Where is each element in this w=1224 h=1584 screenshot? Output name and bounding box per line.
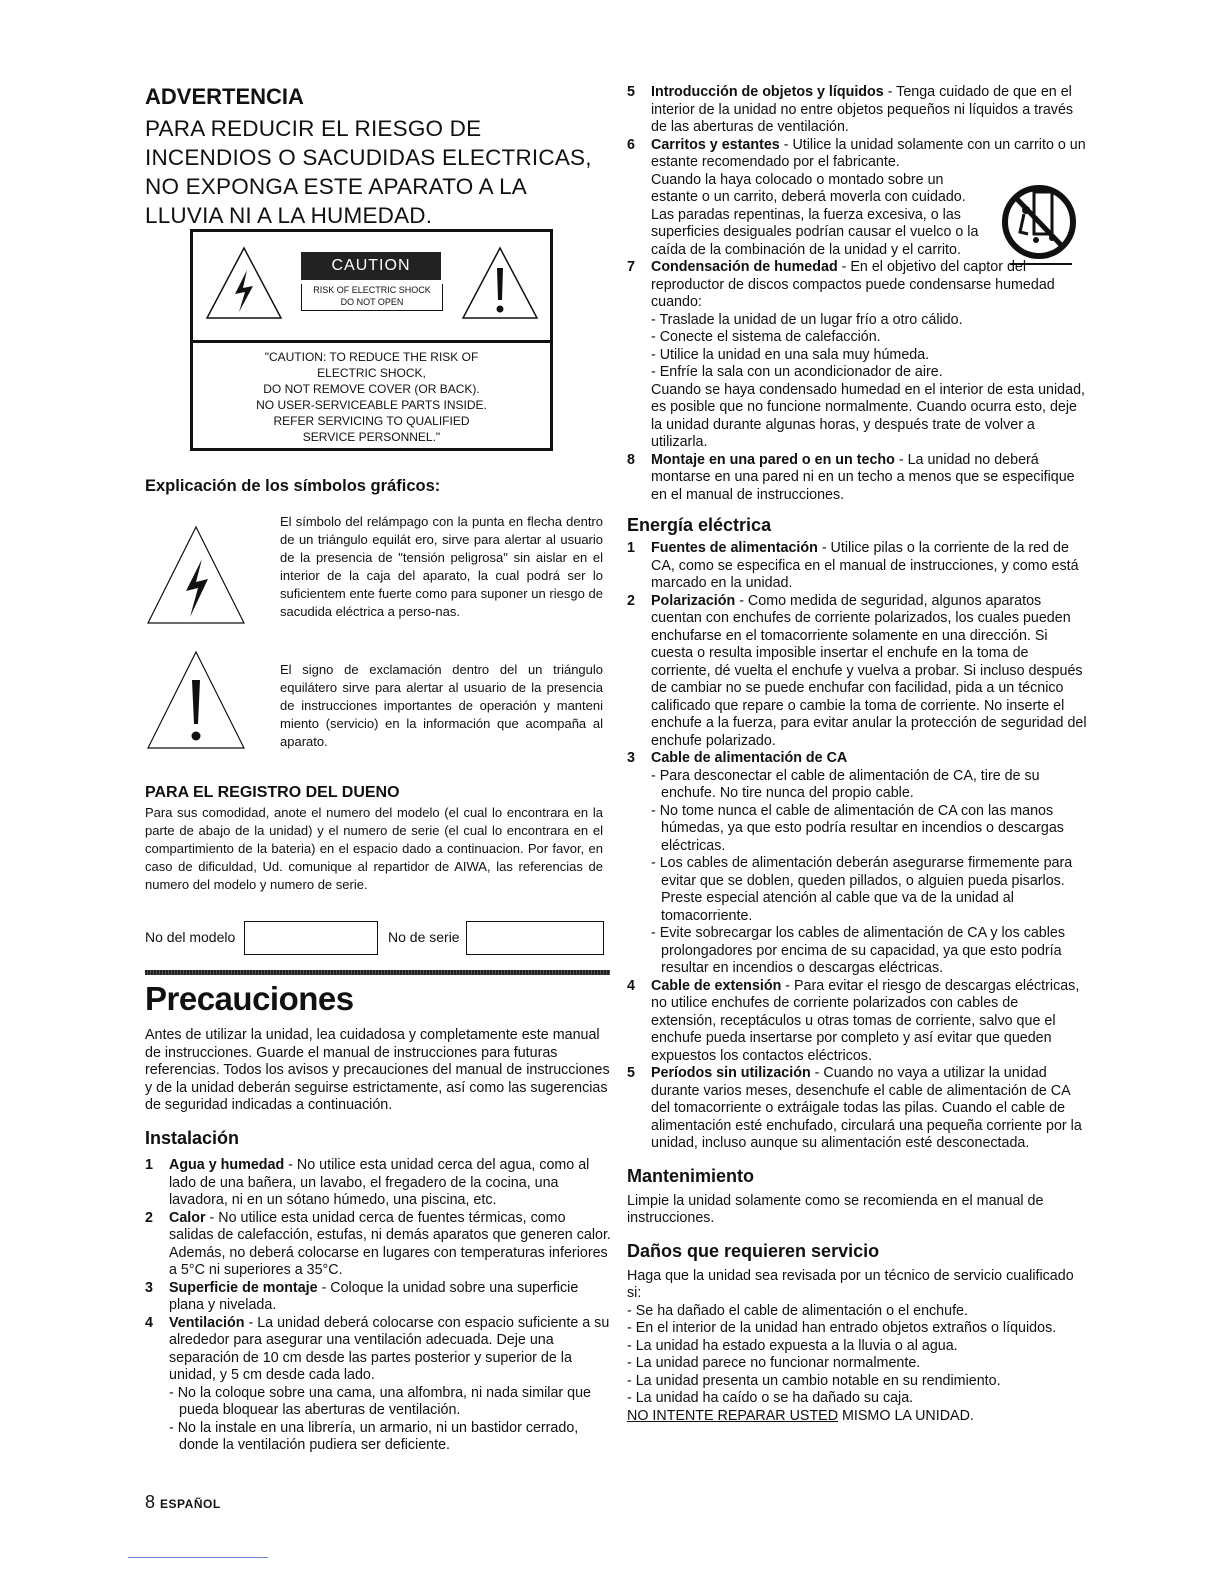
list-item — [145, 1315, 612, 1455]
page-number: 8 — [145, 1492, 156, 1512]
section-divider — [145, 970, 610, 975]
danos-closing — [627, 1408, 1087, 1426]
item-text: - Coloque la unidad sobre una superficie plana y nivelada. — [169, 1279, 579, 1313]
caution-box-top — [193, 232, 550, 343]
page-footer — [145, 1492, 221, 1513]
item-text: - No utilice esta unidad cerca de fuentes térmicas, como salidas de calefacción, estufas, ni demás aparatos que generen calor. — [169, 1209, 611, 1243]
exclamation-explanation: El signo de exclamación dentro del un triángulo equilátero sirve para alertar al usuario de la presencia de instrucciones importantes de operación y manteni miento (servicio) en la información que acompaña al aparato. — [280, 662, 603, 749]
list-item — [627, 259, 1087, 452]
caution-text — [193, 343, 550, 445]
symbols-heading: Explicación de los símbolos gráficos: — [145, 477, 441, 495]
registro-text: Para sus comodidad, anote el numero del modelo (el cual lo encontrara en la parte de abajo de la unidad) y el numero de serie (el cual lo encontrara en el compartimiento de la bateria) en el espacio dado a continuacion. Por favor, en caso de dificuldad, Ud. comunique al repartidor de AIWA, las referencias de numero del modelo y numero de serie. — [145, 805, 603, 892]
instalacion-list — [145, 1157, 612, 1455]
list-item — [145, 1280, 612, 1315]
item-number: 6 — [627, 136, 635, 153]
lightning-symbol-icon — [146, 525, 246, 625]
list-item — [627, 452, 1087, 505]
item-text: - La unidad deberá colocarse con espacio suficiente a su alrededor para asegurar una ventilación adecuada. Deje una separación de 10 cm desde las partes posterior y superior de la unidad, y 5 cm desde cada lado. — [169, 1314, 610, 1383]
scan-line — [128, 1557, 268, 1558]
item-text: - Para evitar el riesgo de descargas eléctricas, no utilice enchufes de corriente polarizados con cables de extensión, receptáculos u otras tomas de corriente, salvo que el enchufe pueda insertarse por completo y así evitar que queden expuestos los contactos eléctricos. — [651, 977, 1080, 1064]
item-text: - En el objetivo del captor del reproductor de discos compactos puede condensarse humedad cuando: — [651, 259, 1055, 310]
item-text: - Tenga cuidado de que en el interior de la unidad no entre objetos pequeños ni líquidos a través de las aberturas de ventilación. — [651, 84, 1074, 135]
danos-intro: Haga que la unidad sea revisada por un técnico de servicio cualificado si: — [627, 1267, 1074, 1301]
item-number: 2 — [145, 1209, 153, 1226]
advertencia-line: PARA REDUCIR EL RIESGO DE — [145, 116, 482, 141]
item-number: 5 — [627, 84, 635, 100]
registro-title: PARA EL REGISTRO DEL DUENO — [145, 784, 400, 801]
item-title: Períodos sin utilización — [651, 1065, 811, 1081]
item-number: 8 — [627, 451, 635, 468]
list-item: - Se ha dañado el cable de alimentación o el enchufe. — [627, 1302, 968, 1319]
item-title: Cable de alimentación de CA — [651, 750, 848, 766]
item-text: - La unidad no deberá montarse en una pared ni en un techo a menos que se especifique en el manual de instrucciones. — [651, 451, 1075, 503]
item-number: 1 — [145, 1157, 153, 1173]
item-number: 4 — [627, 977, 635, 994]
sublist-item: - No la instale en una librería, un armario, ni un bastidor cerrado, donde la ventilación pudiera ser deficiente. — [169, 1419, 579, 1453]
list-item — [627, 978, 1087, 1066]
caution-sub-line: DO NOT OPEN — [340, 297, 404, 307]
item-extra: Cuando la haya colocado o montado sobre un estante o un carrito, deberá moverla con cuidado. — [651, 171, 966, 205]
serie-field[interactable] — [466, 921, 604, 955]
caution-label: CAUTION — [301, 252, 441, 280]
lightning-warning-icon — [205, 246, 283, 320]
item-number: 7 — [627, 259, 635, 275]
item-text: - Cuando no vaya a utilizar la unidad durante varios meses, desenchufe el cable de alimentación de CA del tomacorriente o extráigale todas las pilas. Cuando el cable de alimentación esté enchufado, circulará una pequeña corriente por la unidad, incluso aunque su alimentación esté desconectada. — [651, 1065, 1082, 1151]
item-title: Condensación de humedad — [651, 259, 838, 275]
caution-text-line: ELECTRIC SHOCK, — [317, 366, 426, 380]
advertencia-title: ADVERTENCIA — [145, 84, 304, 109]
item-title: Superficie de montaje — [169, 1279, 318, 1296]
item-title: Montaje en una pared o en un techo — [651, 451, 895, 468]
item-number: 5 — [627, 1065, 635, 1081]
danos-list — [627, 1303, 1087, 1408]
sublist-item: - Traslade la unidad de un lugar frío a otro cálido. — [651, 311, 963, 328]
item-text: - Utilice pilas o la corriente de la red de CA, como se especifica en el manual de instrucciones, y como está marcado en la unidad. — [651, 540, 1079, 591]
item-number: 4 — [145, 1314, 153, 1331]
caution-text-line: REFER SERVICING TO QUALIFIED — [273, 414, 470, 428]
list-item — [627, 1065, 1087, 1153]
item-title: Fuentes de alimentación — [651, 540, 818, 556]
item-title: Polarización — [651, 592, 736, 609]
sublist — [169, 1385, 612, 1455]
advertencia-line: INCENDIOS O SACUDIDAS ELECTRICAS, — [145, 145, 592, 170]
sublist — [651, 768, 1087, 978]
list-item: - La unidad ha estado expuesta a la lluvia o al agua. — [627, 1337, 958, 1354]
caution-sub-line: RISK OF ELECTRIC SHOCK — [313, 285, 431, 295]
page-language: ESPAÑOL — [160, 1497, 221, 1511]
list-item: - La unidad ha caído o se ha dañado su caja. — [627, 1390, 914, 1406]
item-title: Ventilación — [169, 1314, 245, 1331]
lightning-explanation: El símbolo del relámpago con la punta en flecha dentro de un triángulo equilát ero, sirve para alertar al usuario de la presencia de "tensión peligrosa" sin aislar en el interior de la caja del aparato, la cual podrá ser lo suficientem ente fuerte como para suponer un riesgo de sacudida eléctrica a perso-nas. — [280, 514, 603, 619]
caution-sub — [301, 284, 443, 311]
item-number: 3 — [627, 750, 635, 766]
energia-heading: Energía eléctrica — [627, 515, 772, 535]
item-number: 1 — [627, 540, 635, 556]
caution-text-line: NO USER-SERVICEABLE PARTS INSIDE. — [256, 398, 487, 412]
closing-underlined: NO INTENTE REPARAR USTED — [627, 1407, 839, 1424]
list-item — [145, 1210, 612, 1280]
advertencia-line: NO EXPONGA ESTE APARATO A LA — [145, 174, 527, 199]
item-text: - No utilice esta unidad cerca del agua, como al lado de una bañera, un lavabo, el fregadero de la cocina, una lavadora, ni en un sótano húmedo, una piscina, etc. — [169, 1157, 590, 1208]
list-item: - La unidad presenta un cambio notable en su rendimiento. — [627, 1372, 1001, 1389]
list-item: - La unidad parece no funcionar normalmente. — [627, 1355, 921, 1371]
list-item — [627, 593, 1087, 751]
precauciones-title: Precauciones — [145, 980, 354, 1017]
list-item — [627, 84, 1087, 137]
sublist-item: - Los cables de alimentación deberán asegurarse firmemente para evitar que se doblen, queden pillados, o alguien pueda pisarlos. Preste especial atención al cable que va de la unidad al tomacorriente. — [651, 855, 1073, 924]
caution-text-line: SERVICE PERSONNEL." — [302, 430, 441, 444]
right-install-list — [627, 84, 1087, 504]
sublist-item: - Conecte el sistema de calefacción. — [651, 329, 881, 345]
list-item: - En el interior de la unidad han entrado objetos extraños o líquidos. — [627, 1320, 1057, 1336]
item-title: Carritos y estantes — [651, 136, 780, 153]
item-title: Agua y humedad — [169, 1157, 285, 1173]
item-title: Cable de extensión — [651, 977, 782, 994]
sublist — [651, 312, 1087, 382]
left-column — [145, 84, 612, 230]
closing-rest: MISMO LA UNIDAD. — [838, 1407, 974, 1424]
item-text: - Como medida de seguridad, algunos aparatos cuentan con enchufes de corriente polarizados, los cuales pueden enchufarse en el tomacorriente solamente en una dirección. Si cuesta o resulta imposible insertar el enchufe en la toma de corriente, dé vuelta el enchufe y vuelva a probar. Si incluso después de cambiar no se puede enchufar con facilidad, pida a un técnico calificado que repare o cambie la toma de corriente. No inserte el enchufe a la fuerza, para evitar anular la protección de seguridad del enchufe polarizado. — [651, 592, 1087, 749]
sublist-item: - No tome nunca el cable de alimentación de CA con las manos húmedas, ya que esto podría resultar en incendios o descargas eléctricas. — [651, 802, 1064, 854]
sublist-item: - Enfríe la sala con un acondicionador de aire. — [651, 364, 943, 380]
item-extra: Además, no deberá colocarse en lugares con temperaturas inferiores a 5°C ni superiores a 35°C. — [169, 1244, 608, 1278]
serie-label: No de serie — [388, 929, 460, 945]
sublist-item: - Evite sobrecargar los cables de alimentación de CA y los cables prolongadores por encima de su capacidad, ya que esto podría resultar en incendios o descargas eléctricas. — [651, 925, 1066, 976]
caution-text-line: DO NOT REMOVE COVER (OR BACK). — [263, 382, 480, 396]
list-item — [627, 750, 1087, 978]
exclamation-symbol-icon — [146, 650, 246, 750]
instalacion-heading: Instalación — [145, 1128, 240, 1148]
modelo-label: No del modelo — [145, 929, 236, 945]
item-extra: Las paradas repentinas, la fuerza excesiva, o las superficies desiguales podrían causar el vuelco o la caída de la combinación de la unidad y el carrito. — [651, 206, 979, 258]
sublist-item: - Utilice la unidad en una sala muy húmeda. — [651, 346, 930, 363]
advertencia-line: LLUVIA NI A LA HUMEDAD. — [145, 203, 433, 228]
exclamation-warning-icon — [461, 246, 539, 320]
precauciones-intro: Antes de utilizar la unidad, lea cuidadosa y completamente este manual de instrucciones. Guarde el manual de instrucciones para futuras referencias. Todos los avisos y precauciones del manual de instrucciones y de la unidad deberán seguirse estrictamente, así como las sugerencias de seguridad indicadas a continuación. — [145, 1027, 610, 1113]
item-title: Introducción de objetos y líquidos — [651, 84, 884, 100]
list-item — [627, 540, 1087, 593]
right-column — [627, 84, 1087, 1425]
item-number: 2 — [627, 592, 635, 609]
item-number: 3 — [145, 1279, 153, 1296]
item-text: - Utilice la unidad solamente con un carrito o un estante recomendado por el fabricante. — [651, 136, 1086, 170]
cart-tipover-warning-icon — [1000, 178, 1078, 270]
caution-text-line: "CAUTION: TO REDUCE THE RISK OF — [264, 350, 479, 364]
item-title: Calor — [169, 1209, 206, 1226]
list-item — [145, 1157, 612, 1210]
modelo-field[interactable] — [244, 921, 378, 955]
mantenimiento-heading: Mantenimiento — [627, 1165, 755, 1186]
energia-list — [627, 540, 1087, 1153]
sublist-item: - Para desconectar el cable de alimentación de CA, tire de su enchufe. No tire nunca del propio cable. — [651, 767, 1040, 801]
sublist-item: - No la coloque sobre una cama, una alfombra, ni nada similar que pueda bloquear las aberturas de ventilación. — [169, 1384, 591, 1418]
mantenimiento-text: Limpie la unidad solamente como se recomienda en el manual de instrucciones. — [627, 1192, 1044, 1226]
advertencia-body — [145, 114, 612, 230]
danos-heading: Daños que requieren servicio — [627, 1240, 880, 1261]
caution-box — [190, 229, 553, 451]
item-extra: Cuando se haya condensado humedad en el interior de esta unidad, es posible que no funcione normalmente. Cuando ocurra esto, deje la unidad durante algunas horas, y después trate de volver a utilizarla. — [651, 381, 1085, 450]
